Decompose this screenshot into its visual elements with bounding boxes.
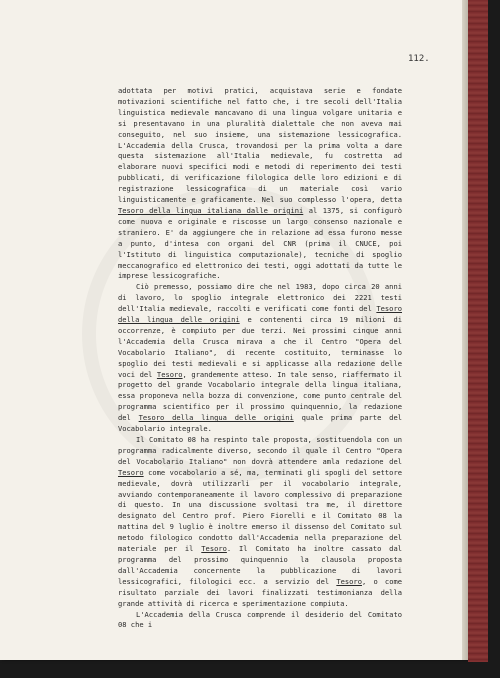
- paragraph: [118, 610, 402, 632]
- paragraph: [118, 86, 402, 282]
- text-run: , grandemente atteso. In tale senso, riaffermato il progetto del grande Vocabolario integrale della lingua italiana, essa proponeva nella bozza di convenzione, come punto centrale del programma scientifico per il prossimo quinquennio, la redazione del: [118, 369, 403, 423]
- underlined-title: Tesoro: [156, 369, 183, 379]
- text-run: come vocabolario a sé, ma, terminati gli spogli del settore medievale, dovrà utilizzarli per il vocabolario integrale, avviando contemporaneamente il lavoro complessivo di preparazione di questo. In una discussione svoltasi tra me, il direttore designato del Centro prof. Piero Fiorelli e il Comitato 08 la mattina del 9 luglio è inoltre emerso il dissenso del Comitato sul metodo filologico condotto dall'Accademia nella preparazione del materiale per il: [118, 467, 402, 554]
- underlined-title: Tesoro della lingua italiana dalle origini: [118, 205, 304, 215]
- text-run: Ciò premesso, possiamo dire che nel 1983, dopo circa 20 anni di lavoro, lo spoglio integrale elettronico dei 2221 testi dell'Italia medievale, raccolti e verificati come fonti del: [118, 282, 402, 314]
- underlined-title: Tesoro: [336, 576, 362, 586]
- text-run: quale prima parte del Vocabolario integrale.: [118, 413, 402, 434]
- paragraph: [118, 435, 402, 610]
- text-run: , o come risultato parziale dei lavori finalizzati testimonianza della grande attività di ricerca e sperimentazione compiuta.: [118, 576, 403, 608]
- paragraph: [118, 282, 402, 435]
- text-run: . Il Comitato ha inoltre cassato dal programma del prossimo quinquennio la clausola proposta dall'Accademia concernente la pubblicazione di lavori lessicografici, filologici ecc. a servizio del: [118, 544, 402, 586]
- text-run: al 1375, si configurò come nuova e originale e riscosse un largo consenso nazionale e straniero. E' da aggiungere che in relazione ad essa furono messe a punto, d'intesa con organi del CNR (prima il CNUCE, poi l'Istituto di linguistica computazionale), tecniche di spoglio meccanografico ed elettronico dei testi, oggi adottati da tutte le imprese lessicografiche.: [118, 205, 402, 281]
- underlined-title: Tesoro: [201, 544, 227, 554]
- underlined-title: Tesoro della lingua delle origini: [118, 304, 402, 325]
- text-run: e contenenti circa 19 milioni di occorrenze, è compiuto per due terzi. Nei prossimi cinque anni l'Accademia della Crusca mirava a che il Centro "Opera del Vocabolario Italiano", di recente costituito, terminasse lo spoglio dei testi medievali e si applicasse alla redazione delle voci del: [118, 315, 402, 379]
- underlined-title: Tesoro della lingua delle origini: [138, 413, 294, 423]
- body-text: [118, 86, 402, 631]
- underlined-title: Tesoro: [118, 467, 144, 477]
- text-run: adottata per motivi pratici, acquistava serie e fondate motivazioni scientifiche nel fatto che, i tre secoli dell'Italia linguistica medievale mancavano di una lingua volgare unitaria e si presentavano in una pluralità dialettale che non aveva mai conseguito, nel suo insieme, una sistemazione lessicografica. L'Accademia della Crusca, trovandosi per la prima volta a dare questa sistemazione all'Italia medievale, fu costretta ad elaborare nuovi specifici modi e metodi di reperimento dei testi pubblicati, di verificazione filologica delle loro edizioni e di registrazione lessicografica di un materiale così vario linguisticamente e graficamente. Nel suo complesso l'opera, detta: [118, 86, 402, 205]
- text-run: Il Comitato 08 ha respinto tale proposta, sostituendola con un programma radicalmente diverso, secondo il quale il Centro "Opera del Vocabolario Italiano" non dovrà attendere amla redazione del: [118, 435, 402, 466]
- page-number: 112.: [408, 54, 430, 64]
- book-binding: [468, 0, 488, 662]
- text-run: L'Accademia della Crusca comprende il desiderio del Comitato 08 che i: [118, 609, 402, 630]
